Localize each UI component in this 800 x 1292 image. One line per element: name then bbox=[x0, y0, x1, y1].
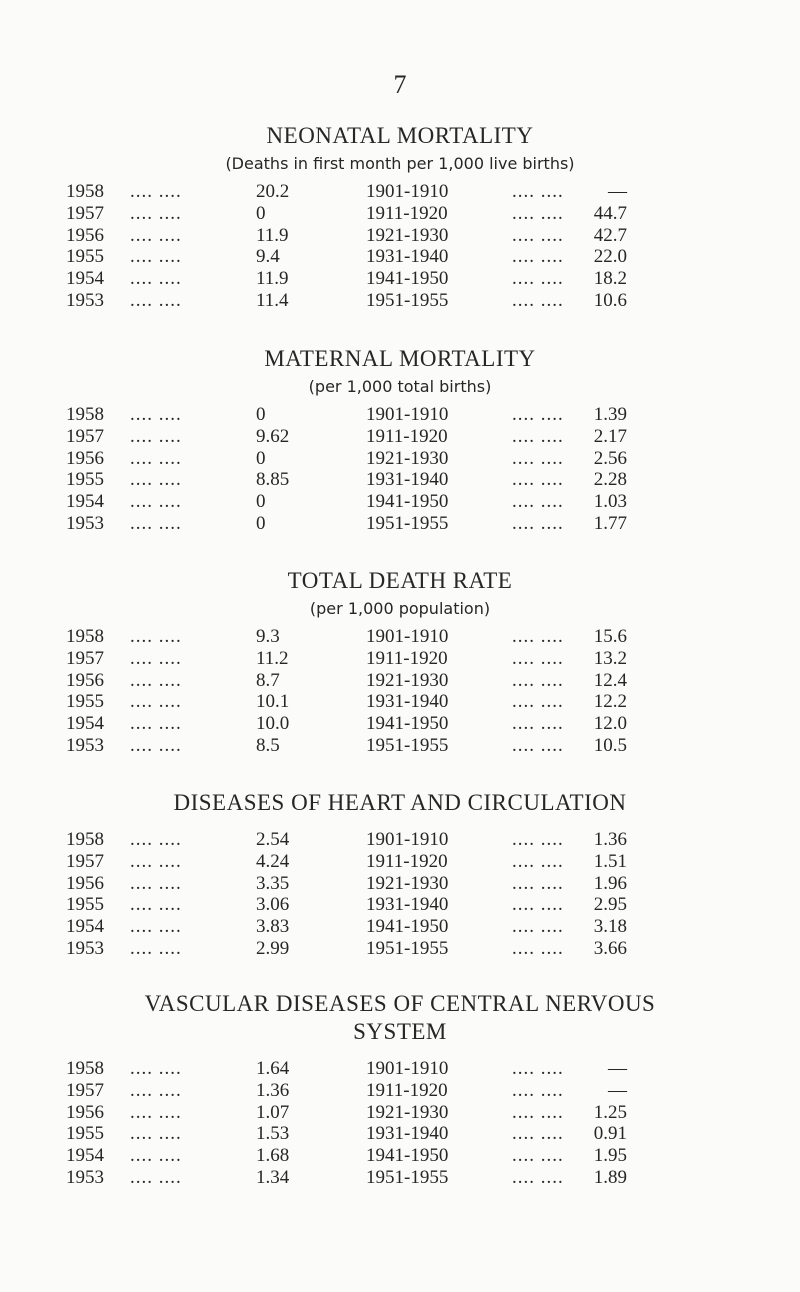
section-title: DISEASES OF HEART AND CIRCULATION bbox=[173, 790, 627, 815]
period-value: 1.36 bbox=[593, 829, 627, 850]
section-title: MATERNAL MORTALITY bbox=[264, 346, 536, 371]
year-value: 11.9 bbox=[256, 268, 289, 290]
data-rows bbox=[0, 1058, 800, 1189]
leader-dots: .... .... bbox=[130, 669, 182, 691]
period: 1921-1930 bbox=[366, 224, 449, 246]
year-value: 10.0 bbox=[256, 713, 290, 735]
leader-dots: .... .... bbox=[130, 916, 182, 938]
period: 1951-1955 bbox=[366, 937, 449, 959]
year: 1955 bbox=[66, 691, 104, 713]
leader-dots: .... .... bbox=[512, 850, 564, 872]
leader-dots: .... .... bbox=[512, 872, 564, 894]
period-value: 3.66 bbox=[593, 937, 627, 959]
year: 1957 bbox=[66, 1079, 104, 1101]
year-value: 3.83 bbox=[256, 916, 290, 938]
period-value: 1.25 bbox=[593, 1101, 627, 1123]
period: 1901-1910 bbox=[366, 1058, 449, 1079]
year-value: 9.62 bbox=[256, 425, 290, 447]
period: 1941-1950 bbox=[366, 713, 449, 735]
year-value: 1.36 bbox=[256, 1079, 290, 1101]
leader-dots: .... .... bbox=[512, 894, 564, 916]
period-value: 2.28 bbox=[593, 469, 627, 491]
leader-dots: .... .... bbox=[512, 491, 564, 513]
table-row bbox=[0, 469, 800, 491]
period-value: 1.03 bbox=[593, 491, 627, 513]
year-value: 1.64 bbox=[256, 1058, 290, 1079]
period: 1931-1940 bbox=[366, 246, 449, 268]
period-value: 12.2 bbox=[593, 691, 627, 713]
table-row bbox=[0, 648, 800, 670]
year-value: 3.35 bbox=[256, 872, 290, 894]
section-heart-circulation bbox=[0, 789, 800, 960]
table-row bbox=[0, 513, 800, 535]
section-subtitle: (per 1,000 total births) bbox=[308, 377, 492, 396]
section-title: NEONATAL MORTALITY bbox=[266, 123, 534, 148]
table-row bbox=[0, 1080, 800, 1102]
table-row bbox=[0, 829, 800, 851]
year: 1954 bbox=[66, 1145, 104, 1167]
year: 1953 bbox=[66, 289, 104, 311]
table-row bbox=[0, 851, 800, 873]
table-row bbox=[0, 225, 800, 247]
leader-dots: .... .... bbox=[130, 404, 182, 425]
data-rows bbox=[0, 626, 800, 757]
leader-dots: .... .... bbox=[130, 1145, 182, 1167]
leader-dots: .... .... bbox=[512, 1123, 564, 1145]
table-row bbox=[0, 268, 800, 290]
period-value: 1.89 bbox=[593, 1166, 627, 1188]
leader-dots: .... .... bbox=[130, 289, 182, 311]
period: 1901-1910 bbox=[366, 404, 449, 425]
table-row bbox=[0, 1058, 800, 1080]
year: 1958 bbox=[66, 829, 104, 850]
leader-dots: .... .... bbox=[512, 647, 564, 669]
year: 1954 bbox=[66, 268, 104, 290]
year-value: 8.5 bbox=[256, 734, 280, 756]
leader-dots: .... .... bbox=[512, 469, 564, 491]
period-value: 1.39 bbox=[593, 404, 627, 425]
period-value: 42.7 bbox=[593, 224, 627, 246]
leader-dots: .... .... bbox=[512, 1145, 564, 1167]
leader-dots: .... .... bbox=[130, 202, 182, 224]
year: 1953 bbox=[66, 1166, 104, 1188]
year: 1956 bbox=[66, 669, 104, 691]
period: 1951-1955 bbox=[366, 734, 449, 756]
leader-dots: .... .... bbox=[130, 469, 182, 491]
page-number: 7 bbox=[393, 70, 407, 99]
period-value: 12.4 bbox=[593, 669, 627, 691]
year-value: 1.07 bbox=[256, 1101, 290, 1123]
leader-dots: .... .... bbox=[512, 181, 564, 202]
period: 1941-1950 bbox=[366, 268, 449, 290]
data-rows bbox=[0, 829, 800, 960]
leader-dots: .... .... bbox=[130, 894, 182, 916]
leader-dots: .... .... bbox=[130, 1079, 182, 1101]
leader-dots: .... .... bbox=[512, 734, 564, 756]
period-value: 2.17 bbox=[593, 425, 627, 447]
leader-dots: .... .... bbox=[512, 202, 564, 224]
leader-dots: .... .... bbox=[130, 181, 182, 202]
leader-dots: .... .... bbox=[130, 734, 182, 756]
period: 1931-1940 bbox=[366, 691, 449, 713]
period: 1911-1920 bbox=[366, 647, 448, 669]
leader-dots: .... .... bbox=[512, 669, 564, 691]
leader-dots: .... .... bbox=[130, 425, 182, 447]
period-value: 3.18 bbox=[593, 916, 627, 938]
year: 1953 bbox=[66, 734, 104, 756]
period: 1911-1920 bbox=[366, 850, 448, 872]
period: 1901-1910 bbox=[366, 626, 449, 647]
year: 1956 bbox=[66, 1101, 104, 1123]
year-value: 0 bbox=[256, 202, 266, 224]
year: 1957 bbox=[66, 202, 104, 224]
section-subtitle: (Deaths in first month per 1,000 live births) bbox=[225, 154, 575, 173]
year: 1956 bbox=[66, 224, 104, 246]
period: 1941-1950 bbox=[366, 1145, 449, 1167]
year: 1953 bbox=[66, 937, 104, 959]
leader-dots: .... .... bbox=[512, 289, 564, 311]
table-row bbox=[0, 290, 800, 312]
year: 1957 bbox=[66, 850, 104, 872]
leader-dots: .... .... bbox=[130, 512, 182, 534]
period: 1911-1920 bbox=[366, 425, 448, 447]
table-row bbox=[0, 1123, 800, 1145]
year: 1953 bbox=[66, 512, 104, 534]
leader-dots: .... .... bbox=[130, 647, 182, 669]
period-value: 22.0 bbox=[593, 246, 627, 268]
year-value: 9.3 bbox=[256, 626, 280, 647]
table-row bbox=[0, 246, 800, 268]
year: 1955 bbox=[66, 469, 104, 491]
leader-dots: .... .... bbox=[130, 850, 182, 872]
year: 1954 bbox=[66, 916, 104, 938]
year-value: 1.34 bbox=[256, 1166, 290, 1188]
year-value: 8.7 bbox=[256, 669, 280, 691]
year-value: 9.4 bbox=[256, 246, 280, 268]
table-row bbox=[0, 670, 800, 692]
year: 1956 bbox=[66, 447, 104, 469]
leader-dots: .... .... bbox=[512, 447, 564, 469]
leader-dots: .... .... bbox=[512, 268, 564, 290]
leader-dots: .... .... bbox=[130, 829, 182, 850]
table-row bbox=[0, 938, 800, 960]
leader-dots: .... .... bbox=[130, 937, 182, 959]
period: 1941-1950 bbox=[366, 491, 449, 513]
period: 1941-1950 bbox=[366, 916, 449, 938]
period: 1921-1930 bbox=[366, 1101, 449, 1123]
leader-dots: .... .... bbox=[512, 916, 564, 938]
year: 1958 bbox=[66, 626, 104, 647]
year-value: 2.54 bbox=[256, 829, 290, 850]
leader-dots: .... .... bbox=[130, 1123, 182, 1145]
leader-dots: .... .... bbox=[512, 626, 564, 647]
leader-dots: .... .... bbox=[512, 425, 564, 447]
year: 1958 bbox=[66, 404, 104, 425]
leader-dots: .... .... bbox=[512, 1079, 564, 1101]
leader-dots: .... .... bbox=[512, 1058, 564, 1079]
section-total-death-rate bbox=[0, 567, 800, 757]
leader-dots: .... .... bbox=[512, 246, 564, 268]
leader-dots: .... .... bbox=[512, 829, 564, 850]
leader-dots: .... .... bbox=[130, 268, 182, 290]
period-value: 0.91 bbox=[593, 1123, 627, 1145]
year-value: 0 bbox=[256, 491, 266, 513]
year-value: 1.68 bbox=[256, 1145, 290, 1167]
leader-dots: .... .... bbox=[512, 1101, 564, 1123]
section-subtitle: (per 1,000 population) bbox=[309, 599, 491, 618]
section-title: VASCULAR DISEASES OF CENTRAL NERVOUS SYSTEM bbox=[144, 991, 656, 1044]
year-value: 4.24 bbox=[256, 850, 290, 872]
data-rows bbox=[0, 181, 800, 312]
period-value: 1.77 bbox=[593, 512, 627, 534]
year-value: 10.1 bbox=[256, 691, 290, 713]
year-value: 0 bbox=[256, 447, 266, 469]
period-value: 13.2 bbox=[593, 647, 627, 669]
period: 1921-1930 bbox=[366, 872, 449, 894]
table-row bbox=[0, 448, 800, 470]
period-value: 10.6 bbox=[593, 289, 627, 311]
year: 1958 bbox=[66, 181, 104, 202]
section-vascular-cns bbox=[0, 990, 800, 1189]
table-row bbox=[0, 404, 800, 426]
year: 1954 bbox=[66, 491, 104, 513]
leader-dots: .... .... bbox=[130, 626, 182, 647]
period: 1921-1930 bbox=[366, 447, 449, 469]
year: 1956 bbox=[66, 872, 104, 894]
period-value: 2.95 bbox=[593, 894, 627, 916]
table-row bbox=[0, 735, 800, 757]
section-title: TOTAL DEATH RATE bbox=[287, 568, 513, 593]
leader-dots: .... .... bbox=[512, 937, 564, 959]
period-value: 1.96 bbox=[593, 872, 627, 894]
leader-dots: .... .... bbox=[512, 224, 564, 246]
table-row bbox=[0, 426, 800, 448]
period-value: 15.6 bbox=[593, 626, 627, 647]
table-row bbox=[0, 691, 800, 713]
period: 1931-1940 bbox=[366, 894, 449, 916]
leader-dots: .... .... bbox=[512, 691, 564, 713]
period-value: 44.7 bbox=[593, 202, 627, 224]
leader-dots: .... .... bbox=[130, 1058, 182, 1079]
leader-dots: .... .... bbox=[130, 872, 182, 894]
period-value: 1.51 bbox=[593, 850, 627, 872]
table-row bbox=[0, 181, 800, 203]
year-value: 0 bbox=[256, 404, 266, 425]
leader-dots: .... .... bbox=[130, 1101, 182, 1123]
leader-dots: .... .... bbox=[512, 512, 564, 534]
year-value: 11.4 bbox=[256, 289, 289, 311]
table-row bbox=[0, 894, 800, 916]
leader-dots: .... .... bbox=[512, 1166, 564, 1188]
period-value: 2.56 bbox=[593, 447, 627, 469]
period: 1921-1930 bbox=[366, 669, 449, 691]
year-value: 3.06 bbox=[256, 894, 290, 916]
table-row bbox=[0, 491, 800, 513]
year-value: 2.99 bbox=[256, 937, 290, 959]
data-rows bbox=[0, 404, 800, 535]
table-row bbox=[0, 916, 800, 938]
year: 1955 bbox=[66, 894, 104, 916]
leader-dots: .... .... bbox=[130, 713, 182, 735]
period-value: — bbox=[608, 1079, 627, 1101]
period: 1931-1940 bbox=[366, 469, 449, 491]
period: 1911-1920 bbox=[366, 202, 448, 224]
year: 1958 bbox=[66, 1058, 104, 1079]
period: 1951-1955 bbox=[366, 289, 449, 311]
year-value: 8.85 bbox=[256, 469, 290, 491]
period-value: 1.95 bbox=[593, 1145, 627, 1167]
period-value: 12.0 bbox=[593, 713, 627, 735]
table-row bbox=[0, 203, 800, 225]
year-value: 20.2 bbox=[256, 181, 290, 202]
table-row bbox=[0, 1102, 800, 1124]
leader-dots: .... .... bbox=[130, 491, 182, 513]
period: 1911-1920 bbox=[366, 1079, 448, 1101]
leader-dots: .... .... bbox=[130, 691, 182, 713]
year: 1957 bbox=[66, 647, 104, 669]
year-value: 11.9 bbox=[256, 224, 289, 246]
period-value: — bbox=[608, 1058, 627, 1079]
leader-dots: .... .... bbox=[130, 447, 182, 469]
period: 1901-1910 bbox=[366, 829, 449, 850]
period: 1951-1955 bbox=[366, 512, 449, 534]
period: 1901-1910 bbox=[366, 181, 449, 202]
leader-dots: .... .... bbox=[512, 404, 564, 425]
period: 1951-1955 bbox=[366, 1166, 449, 1188]
year-value: 0 bbox=[256, 512, 266, 534]
period-value: 18.2 bbox=[593, 268, 627, 290]
table-row bbox=[0, 873, 800, 895]
section-maternal-mortality bbox=[0, 345, 800, 535]
table-row bbox=[0, 626, 800, 648]
period: 1931-1940 bbox=[366, 1123, 449, 1145]
leader-dots: .... .... bbox=[512, 713, 564, 735]
year: 1954 bbox=[66, 713, 104, 735]
year: 1955 bbox=[66, 1123, 104, 1145]
table-row bbox=[0, 1145, 800, 1167]
table-row bbox=[0, 1167, 800, 1189]
period-value: — bbox=[608, 181, 627, 202]
section-neonatal-mortality bbox=[0, 122, 800, 312]
period-value: 10.5 bbox=[593, 734, 627, 756]
table-row bbox=[0, 713, 800, 735]
year-value: 1.53 bbox=[256, 1123, 290, 1145]
year: 1957 bbox=[66, 425, 104, 447]
year: 1955 bbox=[66, 246, 104, 268]
leader-dots: .... .... bbox=[130, 1166, 182, 1188]
leader-dots: .... .... bbox=[130, 246, 182, 268]
year-value: 11.2 bbox=[256, 647, 289, 669]
leader-dots: .... .... bbox=[130, 224, 182, 246]
